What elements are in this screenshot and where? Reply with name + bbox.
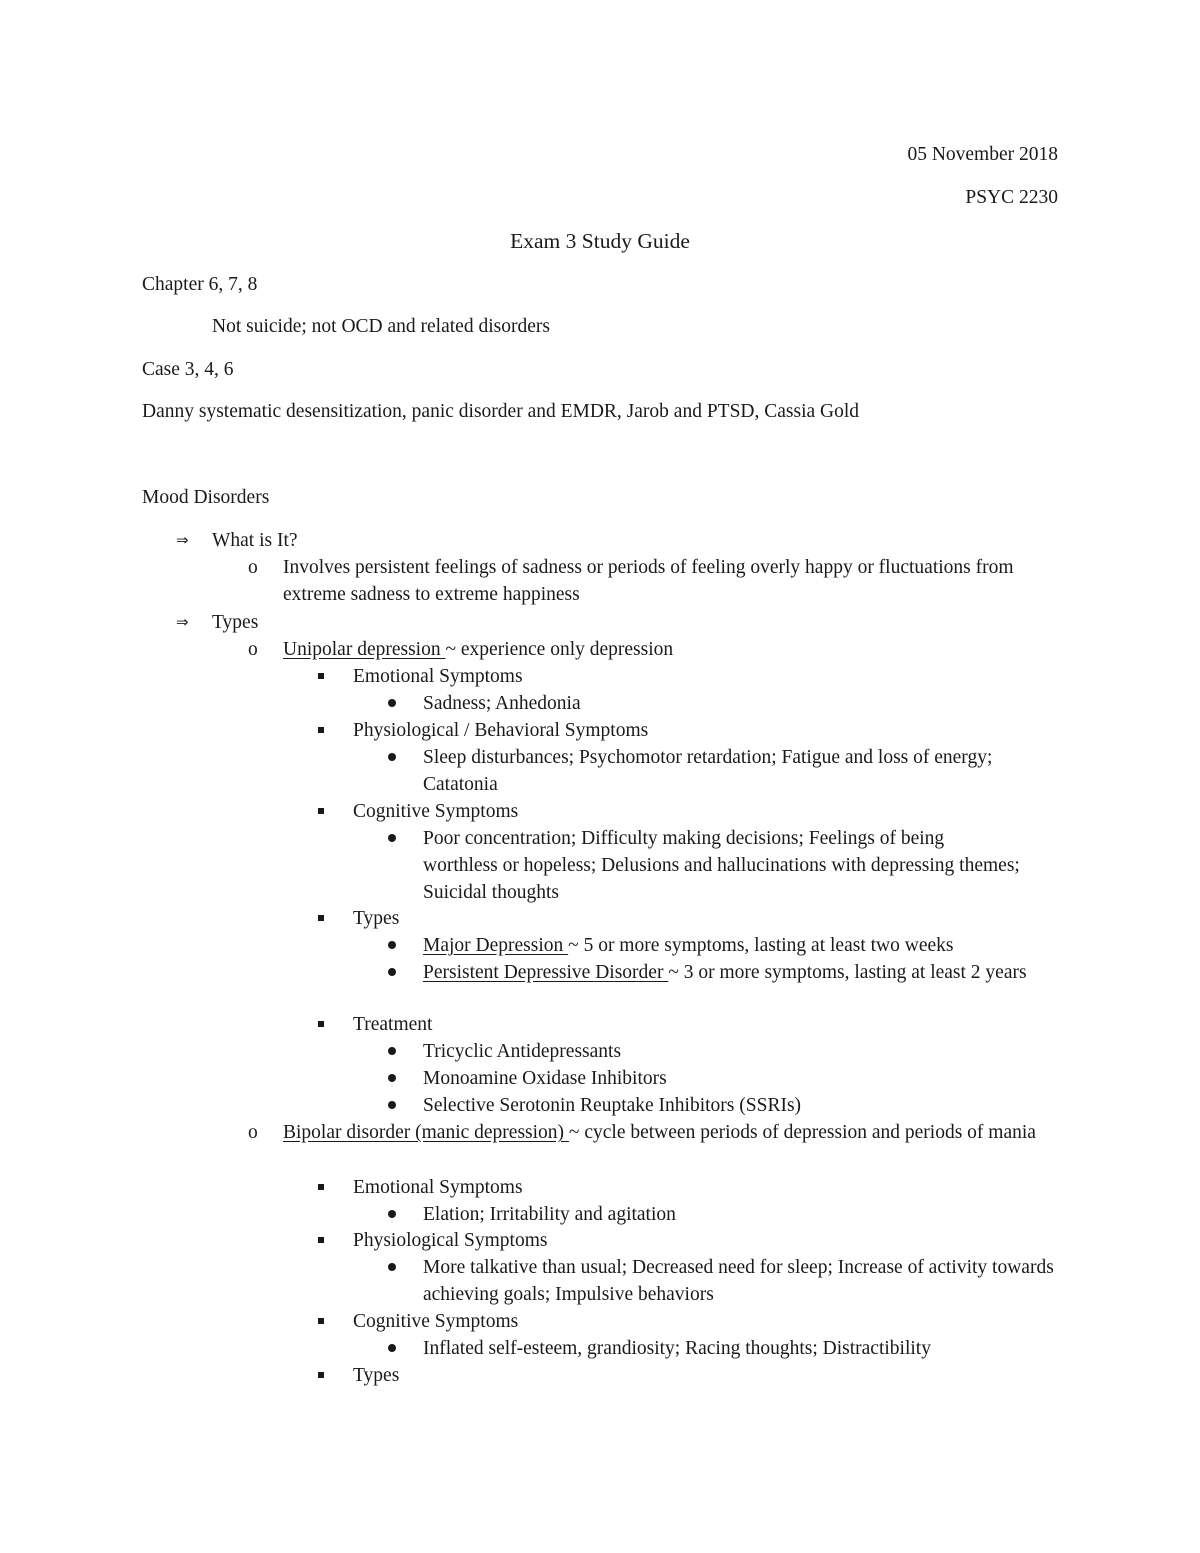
round-bullet (388, 1210, 396, 1218)
arrow-bullet: ⇒ (176, 613, 189, 631)
square-bullet (318, 1237, 324, 1243)
round-bullet (388, 1074, 396, 1082)
major-depression-definition: ~ 5 or more symptoms, lasting at least two weeks (568, 935, 954, 956)
page-title: Exam 3 Study Guide (510, 229, 690, 253)
unipolar-term: Unipolar depression (283, 639, 446, 660)
persistent-depressive-line (423, 959, 1058, 986)
exclusions-line: Not suicide; not OCD and related disorders (212, 316, 550, 337)
square-bullet (318, 1021, 324, 1027)
round-bullet (388, 753, 396, 761)
types-label: Types (212, 612, 259, 633)
unipolar-emotional-label: Emotional Symptoms (353, 666, 523, 687)
arrow-bullet: ⇒ (176, 531, 189, 549)
treatment-label: Treatment (353, 1014, 433, 1035)
bipolar-physio-items: More talkative than usual; Decreased need for sleep; Increase of activity towards achieving goals; Impulsive behaviors (423, 1257, 1054, 1305)
bipolar-types-label: Types (353, 1365, 400, 1386)
unipolar-cognitive-label: Cognitive Symptoms (353, 801, 519, 822)
persistent-depressive-definition: ~ 3 or more symptoms, lasting at least 2 years (668, 962, 1027, 983)
unipolar-heading (283, 636, 673, 663)
treatment-item: Tricyclic Antidepressants (423, 1041, 622, 1062)
square-bullet (318, 915, 324, 921)
bipolar-heading (283, 1119, 1068, 1146)
bipolar-physio-label: Physiological Symptoms (353, 1230, 548, 1251)
round-bullet (388, 699, 396, 707)
round-bullet (388, 834, 396, 842)
circle-bullet: o (248, 557, 258, 578)
treatment-item: Monoamine Oxidase Inhibitors (423, 1068, 667, 1089)
round-bullet (388, 1263, 396, 1271)
bipolar-term: Bipolar disorder (manic depression) (283, 1122, 569, 1143)
bipolar-emotional-label: Emotional Symptoms (353, 1177, 523, 1198)
square-bullet (318, 1372, 324, 1378)
bipolar-cognitive-items: Inflated self-esteem, grandiosity; Racing thoughts; Distractibility (423, 1338, 931, 1359)
date: 05 November 2018 (907, 144, 1058, 165)
round-bullet (388, 1344, 396, 1352)
cases-line: Case 3, 4, 6 (142, 359, 234, 380)
square-bullet (318, 808, 324, 814)
bipolar-definition: ~ cycle between periods of depression and periods of mania (568, 1122, 1036, 1143)
round-bullet (388, 1101, 396, 1109)
round-bullet (388, 941, 396, 949)
round-bullet (388, 1047, 396, 1055)
square-bullet (318, 1318, 324, 1324)
round-bullet (388, 968, 396, 976)
unipolar-physio-items: Sleep disturbances; Psychomotor retardation; Fatigue and loss of energy; Catatonia (423, 747, 993, 795)
persistent-depressive-term: Persistent Depressive Disorder (423, 962, 669, 983)
major-depression-line (423, 932, 953, 959)
course-code: PSYC 2230 (965, 187, 1058, 208)
what-label: What is It? (212, 530, 298, 551)
square-bullet (318, 1184, 324, 1190)
case-details-line: Danny systematic desensitization, panic disorder and EMDR, Jarob and PTSD, Cassia Gold (142, 401, 860, 422)
unipolar-emotional-items: Sadness; Anhedonia (423, 693, 581, 714)
unipolar-physio-label: Physiological / Behavioral Symptoms (353, 720, 649, 741)
square-bullet (318, 673, 324, 679)
bipolar-cognitive-label: Cognitive Symptoms (353, 1311, 519, 1332)
unipolar-definition: ~ experience only depression (445, 639, 674, 660)
unipolar-cognitive-items: Poor concentration; Difficulty making decisions; Feelings of being worthless or hopeless; Delusions and hallucinations with depressing themes; Suicidal thoughts (423, 828, 1020, 903)
circle-bullet: o (248, 1122, 258, 1143)
chapters-line: Chapter 6, 7, 8 (142, 274, 258, 295)
treatment-item: Selective Serotonin Reuptake Inhibitors (SSRIs) (423, 1095, 802, 1116)
square-bullet (318, 727, 324, 733)
bipolar-emotional-items: Elation; Irritability and agitation (423, 1204, 676, 1225)
circle-bullet: o (248, 639, 258, 660)
major-depression-term: Major Depression (423, 935, 569, 956)
section-heading: Mood Disorders (142, 487, 270, 508)
what-description: Involves persistent feelings of sadness or periods of feeling overly happy or fluctuations from extreme sadness to extreme happiness (283, 557, 1014, 605)
unipolar-types-label: Types (353, 908, 400, 929)
